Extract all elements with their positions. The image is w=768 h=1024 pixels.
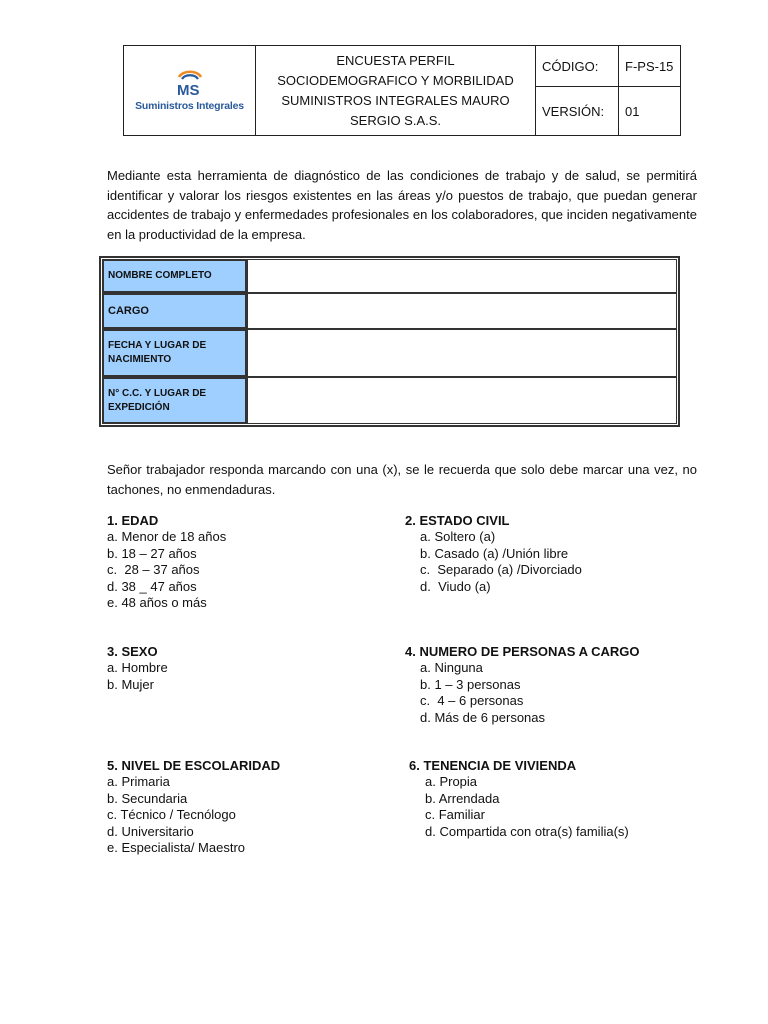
intro-paragraph: Mediante esta herramienta de diagnóstico de las condiciones de trabajo y de salud, se permitirá identificar y valorar los riesgos existentes en las áreas y/o puestos de trabajo, que puedan generar accidentes de trabajo y enfermedades profesionales en los colaboradores, que inciden negativamente en la productividad de la empresa. <box>107 168 697 242</box>
code-value: F-PS-15 <box>619 46 681 87</box>
code-label: CÓDIGO: <box>536 46 619 87</box>
option[interactable]: d. Compartida con otra(s) familia(s) <box>425 823 629 839</box>
version-value: 01 <box>619 87 681 136</box>
option[interactable]: b. Arrendada <box>425 790 500 806</box>
document-title <box>256 46 536 136</box>
svg-text:MS: MS <box>176 82 199 99</box>
option[interactable]: e. Especialista/ Maestro <box>107 840 246 856</box>
version-label: VERSIÓN: <box>536 87 619 136</box>
option[interactable]: b. 1 – 3 personas <box>420 676 521 692</box>
question-title: 1. EDAD <box>107 513 159 528</box>
option[interactable]: b. Casado (a) /Unión libre <box>420 545 569 561</box>
option[interactable]: e. 48 años o más <box>107 595 207 611</box>
option[interactable]: a. Propia <box>425 774 478 790</box>
logo-text: Suministros Integrales <box>135 100 244 112</box>
document-header <box>123 45 681 136</box>
option[interactable]: a. Hombre <box>107 660 168 676</box>
instruction-paragraph: Señor trabajador responda marcando con una (x), se le recuerda que solo debe marcar una vez, no tachones, no enmendaduras. <box>107 462 697 497</box>
option[interactable]: a. Menor de 18 años <box>107 529 227 545</box>
question-housing <box>409 758 629 840</box>
field-label-full-name: NOMBRE COMPLETO <box>102 259 247 293</box>
option[interactable]: d. Más de 6 personas <box>420 709 546 725</box>
question-age <box>107 513 226 611</box>
worker-data-table <box>99 256 680 427</box>
field-label-id: N° C.C. Y LUGAR DE EXPEDICIÓN <box>102 377 247 424</box>
question-marital-status <box>405 513 582 595</box>
question-title: 6. TENENCIA DE VIVIENDA <box>409 758 577 773</box>
question-title: 2. ESTADO CIVIL <box>405 513 510 528</box>
option[interactable]: c. Técnico / Tecnólogo <box>107 807 236 823</box>
option[interactable]: a. Primaria <box>107 774 170 790</box>
title-line: SUMINISTROS INTEGRALES MAURO <box>281 92 510 108</box>
option[interactable]: c. Familiar <box>425 807 485 823</box>
id-number-field[interactable] <box>247 377 677 424</box>
field-label-birth: FECHA Y LUGAR DE NACIMIENTO <box>102 329 247 377</box>
option[interactable]: d. Universitario <box>107 823 194 839</box>
option[interactable]: b. 18 – 27 años <box>107 545 197 561</box>
option[interactable]: a. Soltero (a) <box>420 529 496 545</box>
birth-date-place-field[interactable] <box>247 329 677 377</box>
logo-cell <box>124 46 256 136</box>
title-line: SOCIODEMOGRAFICO Y MORBILIDAD <box>277 72 514 88</box>
option[interactable]: d. 38 _ 47 años <box>107 578 197 594</box>
question-education <box>107 758 280 856</box>
ms-logo-icon <box>173 69 207 99</box>
option[interactable]: d. Viudo (a) <box>420 578 491 594</box>
option[interactable]: b. Secundaria <box>107 790 188 806</box>
question-sex <box>107 644 168 693</box>
question-title: 5. NIVEL DE ESCOLARIDAD <box>107 758 281 773</box>
company-logo <box>124 69 255 112</box>
option[interactable]: b. Mujer <box>107 676 154 692</box>
field-label-position: CARGO <box>102 293 247 329</box>
option[interactable]: c. 4 – 6 personas <box>420 693 524 709</box>
option[interactable]: c. Separado (a) /Divorciado <box>420 562 582 578</box>
title-line: ENCUESTA PERFIL <box>336 52 455 68</box>
option[interactable]: a. Ninguna <box>420 660 483 676</box>
title-line: SERGIO S.A.S. <box>349 112 442 128</box>
question-title: 4. NUMERO DE PERSONAS A CARGO <box>405 644 640 659</box>
position-field[interactable] <box>247 293 677 329</box>
full-name-field[interactable] <box>247 259 677 293</box>
question-dependents <box>405 644 640 726</box>
option[interactable]: c. 28 – 37 años <box>107 562 200 578</box>
question-title: 3. SEXO <box>107 644 158 659</box>
